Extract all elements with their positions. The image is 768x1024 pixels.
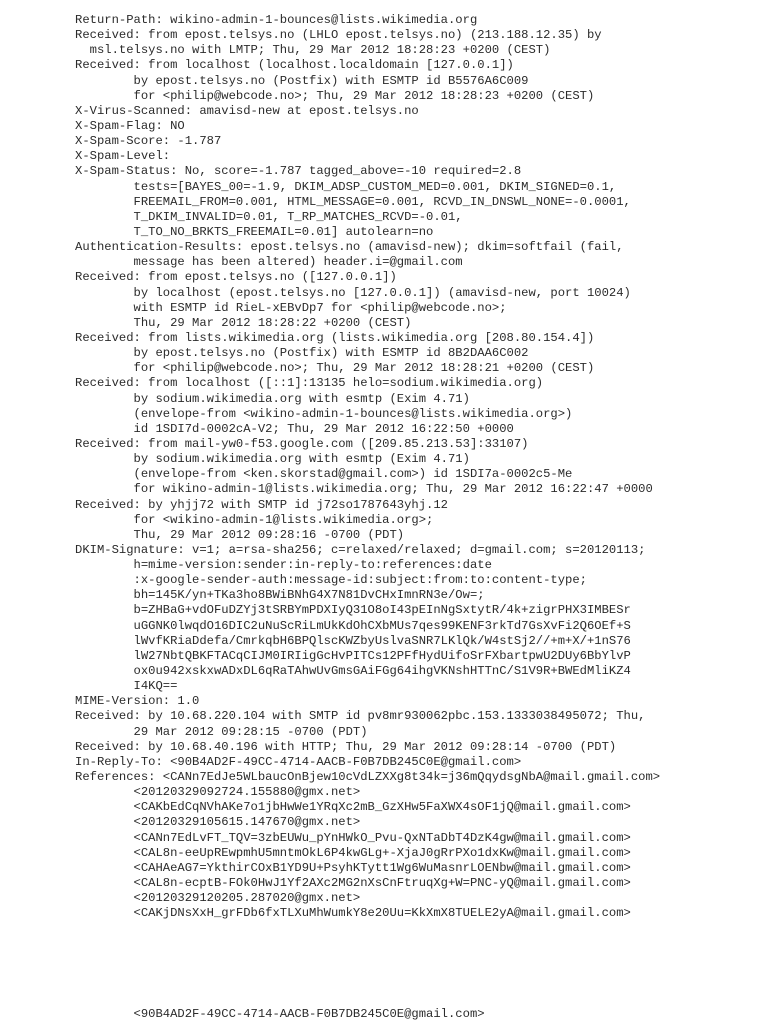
header-line: Received: by yhjj72 with SMTP id j72so1787643yhj.12 [75, 497, 448, 512]
header-line: I4KQ== [75, 679, 178, 694]
header-line: :x-google-sender-auth:message-id:subject:from:to:content-type; [75, 573, 587, 588]
header-line: h=mime-version:sender:in-reply-to:references:date [75, 558, 492, 573]
header-line: <CANn7EdLvFT_TQV=3zbEUWu_pYnHWkO_Pvu-QxNTaDbT4DzK4gw@mail.gmail.com> [75, 830, 631, 845]
header-line: message has been altered) header.i=@gmail.com [75, 255, 463, 270]
header-line: tests=[BAYES_00=-1.9, DKIM_ADSP_CUSTOM_MED=0.001, DKIM_SIGNED=0.1, [75, 179, 617, 194]
header-line: Received: from epost.telsys.no ([127.0.0.1]) [75, 270, 397, 285]
header-line: by localhost (epost.telsys.no [127.0.0.1]) (amavisd-new, port 10024) [75, 285, 631, 300]
header-line: Thu, 29 Mar 2012 09:28:16 -0700 (PDT) [75, 527, 405, 542]
header-line: X-Virus-Scanned: amavisd-new at epost.telsys.no [75, 103, 419, 118]
header-line: with ESMTP id RieL-xEBvDp7 for <philip@webcode.no>; [75, 300, 507, 315]
header-line: Thu, 29 Mar 2012 18:28:22 +0200 (CEST) [75, 315, 412, 330]
header-line: X-Spam-Score: -1.787 [75, 134, 222, 149]
header-line: <20120329120205.287020@gmx.net> [75, 891, 361, 906]
header-line: by sodium.wikimedia.org with esmtp (Exim 4.71) [75, 452, 470, 467]
header-line: lWvfKRiaDdefa/CmrkqbH6BPQlscKWZbyUslvaSNR7LKlQk/W4stSj2//+m+X/+1nS76 [75, 633, 631, 648]
header-line: <CAKjDNsXxH_grFDb6fxTLXuMhWumkY8e20Uu=KkXmX8TUELE2yA@mail.gmail.com> [75, 906, 631, 921]
header-line: MIME-Version: 1.0 [75, 694, 200, 709]
header-line: bh=145K/yn+TKa3ho8BWiBNhG4X7N81DvCHxImnRN3e/Ow=; [75, 588, 485, 603]
email-header-lines [75, 13, 660, 921]
header-line: Return-Path: wikino-admin-1-bounces@lists.wikimedia.org [75, 13, 478, 27]
header-line: X-Spam-Flag: NO [75, 118, 185, 133]
header-line: <CAL8n-eeUpREwpmhU5mntmOkL6P4kwGLg+-XjaJ0gRrPXo1dxKw@mail.gmail.com> [75, 845, 631, 860]
header-line: DKIM-Signature: v=1; a=rsa-sha256; c=relaxed/relaxed; d=gmail.com; s=20120113; [75, 542, 646, 557]
header-line: for <philip@webcode.no>; Thu, 29 Mar 2012 18:28:23 +0200 (CEST) [75, 88, 595, 103]
header-line: Received: from epost.telsys.no (LHLO epost.telsys.no) (213.188.12.35) by [75, 28, 602, 43]
header-line: References: <CANn7EdJe5WLbaucOnBjew10cVdLZXXg8t34k=j36mQqydsgNbA@mail.gmail.com> [75, 770, 661, 785]
header-line: for <wikino-admin-1@lists.wikimedia.org>; [75, 512, 434, 527]
header-line: b=ZHBaG+vdOFuDZYj3tSRBYmPDXIyQ31O8oI43pEInNgSxtytR/4k+zigrPHX3IMBESr [75, 603, 631, 618]
header-line: uGGNK0lwqdO16DIC2uNuScRiLmUkKdOhCXbMUs7qes99KENF3rkTd7GsXvFi2Q6OEf+S [75, 618, 631, 633]
header-line: T_TO_NO_BRKTS_FREEMAIL=0.01] autolearn=no [75, 224, 434, 239]
header-line: for wikino-admin-1@lists.wikimedia.org; Thu, 29 Mar 2012 16:22:47 +0000 [75, 482, 653, 497]
header-line: Received: by 10.68.40.196 with HTTP; Thu, 29 Mar 2012 09:28:14 -0700 (PDT) [75, 739, 617, 754]
header-line: <20120329092724.155880@gmx.net> [75, 785, 361, 800]
header-line: <CAHAeAG7=YkthirCOxB1YD9U+PsyhKTytt1Wg6WuMasnrLOENbw@mail.gmail.com> [75, 860, 631, 875]
header-line: msl.telsys.no with LMTP; Thu, 29 Mar 2012 18:28:23 +0200 (CEST) [75, 43, 551, 58]
message-id-line: <90B4AD2F-49CC-4714-AACB-F0B7DB245C0E@gmail.com> [75, 1007, 485, 1021]
header-line: Received: from lists.wikimedia.org (lists.wikimedia.org [208.80.154.4]) [75, 330, 595, 345]
header-line: <CAL8n-ecptB-FOk0HwJ1Yf2AXc2MG2nXsCnFtruqXg+W=PNC-yQ@mail.gmail.com> [75, 876, 631, 891]
header-line: lW27NbtQBKFTACqCIJM0IRIigGcHvPITCs12PFfHydUifoSrFXbartpwU2DUy6BbYlvP [75, 648, 631, 663]
header-line: X-Spam-Status: No, score=-1.787 tagged_above=-10 required=2.8 [75, 164, 522, 179]
header-line: Received: by 10.68.220.104 with SMTP id pv8mr930062pbc.153.1333038495072; Thu, [75, 709, 646, 724]
header-line: T_DKIM_INVALID=0.01, T_RP_MATCHES_RCVD=-0.01, [75, 209, 463, 224]
header-line: Authentication-Results: epost.telsys.no (amavisd-new); dkim=softfail (fail, [75, 240, 624, 255]
header-line: by sodium.wikimedia.org with esmtp (Exim 4.71) [75, 391, 470, 406]
header-line: FREEMAIL_FROM=0.001, HTML_MESSAGE=0.001, RCVD_IN_DNSWL_NONE=-0.0001, [75, 194, 631, 209]
header-line: X-Spam-Level: [75, 149, 171, 164]
header-line: by epost.telsys.no (Postfix) with ESMTP id 8B2DAA6C002 [75, 346, 529, 361]
header-line: by epost.telsys.no (Postfix) with ESMTP id B5576A6C009 [75, 73, 529, 88]
header-line: 29 Mar 2012 09:28:15 -0700 (PDT) [75, 724, 368, 739]
header-line: <CAKbEdCqNVhAKe7o1jbHwWe1YRqXc2mB_GzXHw5FaXWX4sOF1jQ@mail.gmail.com> [75, 800, 631, 815]
header-line: (envelope-from <ken.skorstad@gmail.com>) id 1SDI7a-0002c5-Me [75, 467, 573, 482]
header-line: Received: from localhost ([::1]:13135 helo=sodium.wikimedia.org) [75, 376, 544, 391]
header-line: ox0u942xskxwADxDL6qRaTAhwUvGmsGAiFGg64ihgVKNshHTTnC/S1V9R+BWEdMliKZ4 [75, 664, 631, 679]
header-line: Received: from localhost (localhost.localdomain [127.0.0.1]) [75, 58, 514, 73]
header-line: <20120329105615.147670@gmx.net> [75, 815, 361, 830]
header-line: Received: from mail-yw0-f53.google.com ([209.85.213.53]:33107) [75, 436, 529, 451]
header-line: id 1SDI7d-0002cA-V2; Thu, 29 Mar 2012 16:22:50 +0000 [75, 421, 514, 436]
header-line: (envelope-from <wikino-admin-1-bounces@lists.wikimedia.org>) [75, 406, 573, 421]
header-line: In-Reply-To: <90B4AD2F-49CC-4714-AACB-F0B7DB245C0E@gmail.com> [75, 754, 522, 769]
header-line: for <philip@webcode.no>; Thu, 29 Mar 2012 18:28:21 +0200 (CEST) [75, 361, 595, 376]
